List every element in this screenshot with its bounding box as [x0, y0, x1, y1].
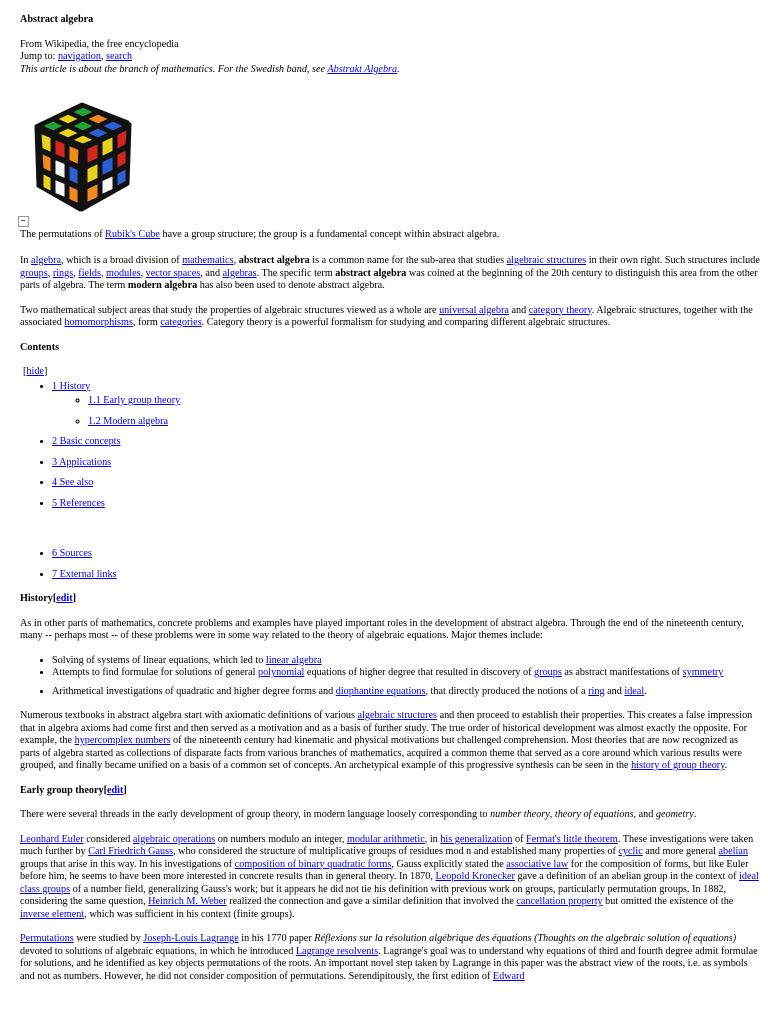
history-paragraph-1: As in other parts of mathematics, concrete problems and examples have played important roles in the development of abstract algebra. Through the end of the nineteenth century, many -- perhaps most -- of these problems were in some way related to the theory of algebraic equations. Major themes include:	[20, 617, 744, 641]
toc-item	[52, 548, 760, 561]
link-ring[interactable]: ring	[588, 685, 605, 697]
link-lagrange-resolvents[interactable]: Lagrange resolvents	[295, 945, 379, 957]
link-history-of-group-theory[interactable]: history of group theory	[631, 760, 725, 771]
toc-hide-link[interactable]: hide	[26, 366, 44, 377]
link-inverse-element[interactable]: inverse element	[20, 908, 85, 920]
link-cancellation-property[interactable]: cancellation property	[516, 896, 603, 907]
toc-link-see-also[interactable]: 4 See also	[52, 477, 94, 488]
link-modules[interactable]: modules	[106, 267, 141, 279]
link-category-theory[interactable]: category theory	[528, 304, 592, 316]
link-linear-algebra[interactable]: linear algebra	[265, 654, 322, 666]
toc-toggle: [hide]	[23, 366, 48, 377]
list-item: • Attempts to find formulae for solutions of general polynomial equations of higher degree that resulted in discovery of groups as abstract manifestations of symmetry	[52, 667, 760, 680]
toc-item	[52, 569, 760, 582]
edit-early-group-theory-link[interactable]: edit	[106, 784, 124, 796]
toc-item	[52, 477, 760, 490]
toc-heading: Contents	[20, 341, 60, 353]
early-paragraph-1: There were several threads in the early development of group theory, in modern language loosely corresponding to number theory, theory of equations, and geometry.	[20, 809, 697, 820]
hatnote: This article is about the branch of mathematics. For the Swedish band, see Abstrakt Algebra.	[20, 63, 400, 75]
link-vector-spaces[interactable]: vector spaces	[145, 267, 201, 279]
link-algebraic-operations[interactable]: algebraic operations	[132, 833, 216, 845]
link-algebra[interactable]: algebra	[31, 255, 62, 266]
link-modular-arithmetic[interactable]: modular arithmetic	[346, 833, 425, 845]
toc-link-modern-algebra[interactable]: 1.2 Modern algebra	[88, 415, 169, 427]
link-associative-law[interactable]: associative law	[506, 858, 569, 870]
early-paragraph-3: Permutations were studied by Joseph-Louis Lagrange in his 1770 paper Réflexions sur la résolution algébrique des équations (Thoughts on the algebraic solution of equations) devoted to solutions of algebraic equations, in which he introduced Lagrange resolvents. Lagrange's goal was to understand why equations of third and fourth degree admit formulae for solutions, and he identified as key objects permutations of the roots. An important novel step taken by Lagrange in this paper was the abstract view of the roots, i.e. as symbols and not as numbers. However, he did not consider composition of permutations. Serendipitously, the first edition of Edward	[20, 933, 758, 982]
link-his-generalization[interactable]: his generalization	[440, 833, 513, 845]
link-algebras[interactable]: algebras	[222, 267, 257, 279]
toc-link-early-group-theory[interactable]: 1.1 Early group theory	[88, 395, 181, 406]
table-of-contents	[20, 366, 760, 581]
jump-navigation-link[interactable]: navigation	[57, 51, 101, 62]
link-fermats-little-theorem[interactable]: Fermat's little theorem	[526, 833, 618, 845]
major-themes-list	[20, 655, 760, 699]
link-carl-friedrich-gauss[interactable]: Carl Friedrich Gauss	[88, 846, 174, 857]
link-rings[interactable]: rings	[52, 267, 74, 279]
edit-history-link[interactable]: edit	[56, 593, 73, 604]
link-cyclic[interactable]: cyclic	[618, 846, 643, 857]
link-edward[interactable]: Edward	[492, 970, 525, 982]
link-homomorphisms[interactable]: homomorphisms	[64, 317, 133, 328]
link-categories[interactable]: categories	[160, 317, 202, 328]
link-algebraic-structures[interactable]: algebraic structures	[506, 255, 587, 266]
intro-paragraph-2: Two mathematical subject areas that study the properties of algebraic structures viewed as a whole are universal algebra and category theory. Algebraic structures, together with the associated homomorphisms, form categories. Category theory is a powerful formalism for studying and comparing different algebraic structures.	[20, 304, 753, 328]
rubiks-cube-image[interactable]	[20, 82, 180, 212]
link-leopold-kronecker[interactable]: Leopold Kronecker	[435, 871, 515, 882]
toc-item	[52, 381, 760, 429]
section-heading-early-group-theory: Early group theory[edit]	[20, 784, 127, 796]
link-ideal-class-groups[interactable]: ideal class groups	[20, 871, 759, 895]
link-fields[interactable]: fields	[78, 267, 101, 279]
link-mathematics[interactable]: mathematics	[182, 255, 234, 266]
article	[20, 8, 760, 995]
toc-link-references[interactable]: 5 References	[52, 497, 105, 509]
rubiks-cube-link[interactable]: Rubik's Cube	[105, 228, 160, 240]
link-groups[interactable]: groups	[20, 267, 48, 279]
toc-link-external-links[interactable]: 7 External links	[52, 568, 117, 580]
page-title: Abstract algebra	[20, 14, 94, 25]
link-algebraic-structures-2[interactable]: algebraic structures	[357, 710, 438, 721]
link-polynomial[interactable]: polynomial	[257, 667, 305, 678]
site-subtitle: From Wikipedia, the free encyclopedia	[20, 38, 179, 50]
toc-item	[52, 457, 760, 470]
link-diophantine-equations[interactable]: diophantine equations	[335, 685, 426, 697]
jump-links: Jump to: navigation, search	[20, 51, 133, 62]
link-hypercomplex-numbers[interactable]: hypercomplex numbers	[74, 735, 171, 746]
link-permutations[interactable]: Permutations	[20, 933, 74, 944]
list-item: • Arithmetical investigations of quadratic and higher degree forms and diophantine equations, that directly produced the notions of a ring and ideal.	[52, 686, 760, 699]
jump-search-link[interactable]: search	[106, 51, 133, 62]
link-symmetry[interactable]: symmetry	[682, 667, 724, 678]
link-universal-algebra[interactable]: universal algebra	[439, 304, 509, 316]
toc-link-applications[interactable]: 3 Applications	[52, 456, 112, 468]
toc-link-basic-concepts[interactable]: 2 Basic concepts	[52, 436, 121, 447]
link-groups-2[interactable]: groups	[534, 667, 562, 678]
toc-link-history[interactable]: 1 History	[52, 380, 91, 392]
abstrakt-algebra-link[interactable]: Abstrakt Algebra	[327, 63, 398, 75]
section-heading-history: History[edit]	[20, 593, 77, 604]
link-abelian[interactable]: abelian	[718, 846, 748, 857]
toc-item	[52, 498, 760, 511]
link-composition-of-binary-quadratic-forms[interactable]: composition of binary quadratic forms	[234, 858, 392, 870]
toc-link-sources[interactable]: 6 Sources	[52, 548, 92, 559]
link-ideal[interactable]: ideal	[624, 685, 645, 697]
toc-item	[88, 395, 760, 408]
link-leonhard-euler[interactable]: Leonhard Euler	[20, 833, 84, 845]
history-paragraph-2: Numerous textbooks in abstract algebra start with axiomatic definitions of various algebraic structures and then proceed to establish their properties. This creates a false impression that in algebra axioms had come first and then served as a motivation and as a basis of further study. The true order of historical development was almost exactly the opposite. For example, the hypercomplex numbers of the nineteenth century had kinematic and physical motivations but challenged comprehension. Most theories that are now recognized as parts of algebra started as collections of disparate facts from various branches of mathematics, acquired a common theme that served as a core around which various results were grouped, and finally became unified on a basis of a common set of concepts. An archetypical example of this progressive synthesis can be seen in the history of group theory.	[20, 710, 753, 771]
link-heinrich-weber[interactable]: Heinrich M. Weber	[148, 896, 227, 907]
toc-item	[88, 416, 760, 429]
intro-paragraph-1: In algebra, which is a broad division of mathematics, abstract algebra is a common name for the sub-area that studies algebraic structures in their own right. Such structures include groups, rings, fields, modules, vector spaces, and algebras. The specific term abstract algebra was coined at the beginning of the 20th century to distinguish this area from the other parts of algebra. The term modern algebra has also been used to denote abstract algebra.	[20, 255, 760, 291]
image-caption: The permutations of Rubik's Cube have a group structure; the group is a fundamental concept within abstract algebra.	[20, 216, 760, 241]
early-paragraph-2: Leonhard Euler considered algebraic operations on numbers modulo an integer, modular arithmetic, in his generalization of Fermat's little theorem. These investigations were taken much further by Carl Friedrich Gauss, who considered the structure of multiplicative groups of residues mod n and established many properties of cyclic and more general abelian groups that arise in this way. In his investigations of composition of binary quadratic forms, Gauss explicitly stated the associative law for the composition of forms, but like Euler before him, he seems to have been more interested in concrete results than in general theory. In 1870, Leopold Kronecker gave a definition of an abelian group in the context of ideal class groups of a number field, generalizing Gauss's work; but it appears he did not tie his definition with previous work on groups, particularly permutation groups. In 1882, considering the same question, Heinrich M. Weber realized the connection and gave a similar definition that involved the cancellation property but omitted the existence of the inverse element, which was sufficient in his context (finite groups).	[20, 833, 759, 920]
list-item: • Solving of systems of linear equations, which led to linear algebra	[52, 655, 760, 668]
link-joseph-louis-lagrange[interactable]: Joseph-Louis Lagrange	[143, 933, 239, 944]
enlarge-icon[interactable]	[18, 216, 29, 227]
toc-item	[52, 436, 760, 449]
